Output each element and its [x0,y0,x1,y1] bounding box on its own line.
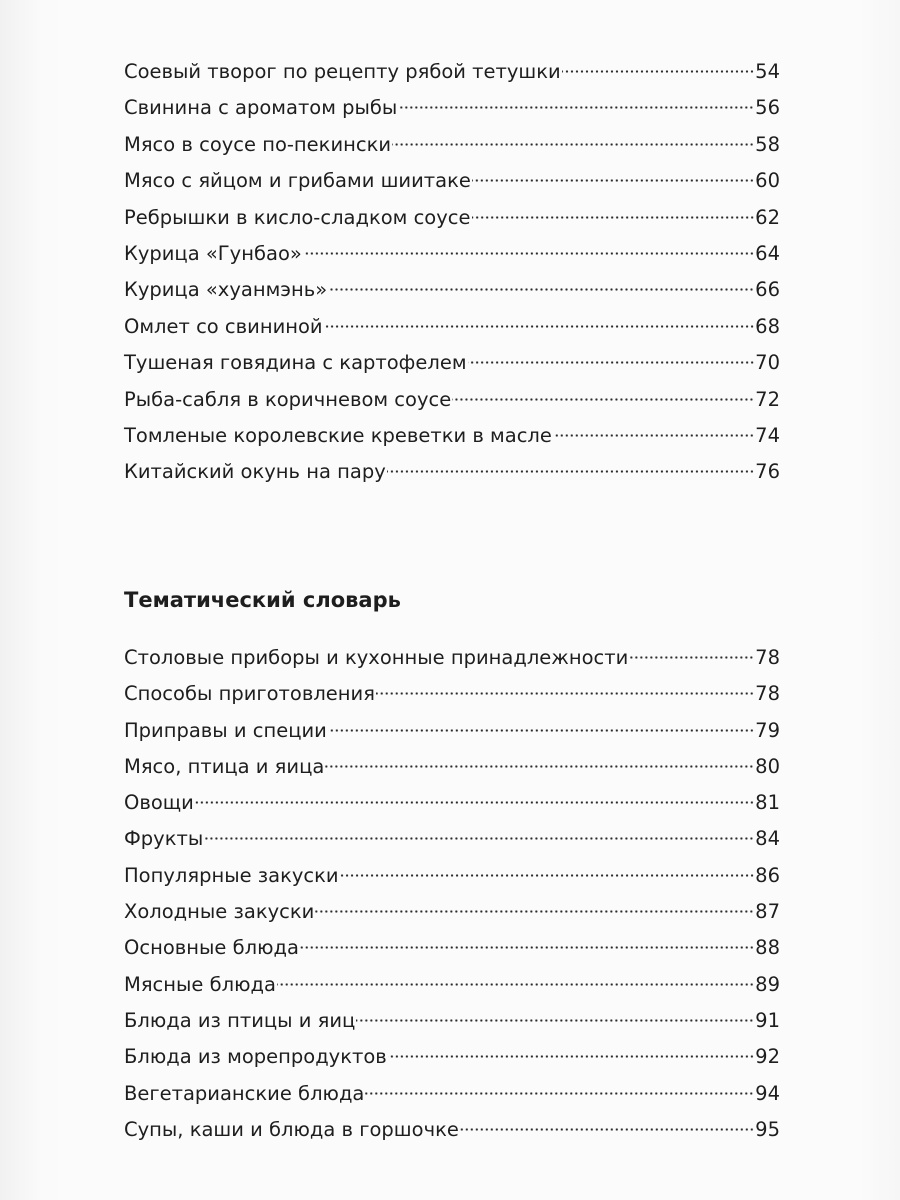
toc-entry [124,1039,780,1075]
dot-leader [356,1019,754,1022]
toc-entry [124,54,780,90]
entry-title: Свинина с ароматом рыбы [124,96,398,120]
entry-page-number: 66 [755,278,780,302]
entry-title: Тушеная говядина с картофелем [124,351,467,375]
entry-page-number: 81 [755,791,780,815]
entry-page-number: 60 [755,169,780,193]
toc-entry [124,345,780,381]
toc-entry [124,1003,780,1039]
toc-entry [124,163,780,199]
toc-entry [124,272,780,308]
toc-entry [124,1112,780,1148]
entry-title: Приправы и специи [124,718,327,742]
toc-entry [124,200,780,236]
toc-entry [124,713,780,749]
dot-leader [629,656,754,659]
dot-leader [328,288,754,291]
entry-title: Фрукты [124,827,204,851]
entry-page-number: 58 [755,132,780,156]
dot-leader [392,143,754,146]
toc-entry [124,749,780,785]
section-heading: Тематический словарь [124,588,401,612]
toc-entry [124,785,780,821]
toc-entry [124,821,780,857]
entry-page-number: 62 [755,205,780,229]
entry-page-number: 54 [755,60,780,83]
toc-entry [124,1076,780,1112]
toc-entry [124,967,780,1003]
dot-leader [324,325,755,328]
dictionary-toc-list [124,640,780,1148]
dot-leader [300,946,754,949]
entry-page-number: 56 [755,96,780,120]
dot-leader [315,910,754,913]
toc-entry [124,90,780,126]
entry-page-number: 76 [755,460,780,484]
entry-title: Омлет со свининой [124,314,323,338]
toc-entry [124,858,780,894]
dot-leader [340,874,755,877]
entry-title: Курица «Гунбао» [124,241,302,265]
entry-title: Китайский окунь на пару [124,460,386,484]
entry-title: Овощи [124,791,194,815]
recipe-toc-list [124,54,780,491]
entry-page-number: 80 [755,754,780,778]
dot-leader [376,692,754,695]
entry-page-number: 70 [755,351,780,375]
entry-title: Рыба-сабля в коричневом соусе [124,387,452,411]
entry-title: Соевый творог по рецепту рябой тетушки [124,60,561,83]
entry-page-number: 72 [755,387,780,411]
dot-leader [365,1092,754,1095]
entry-page-number: 89 [755,972,780,996]
dot-leader [553,434,754,437]
dot-leader [325,765,754,768]
entry-title: Столовые приборы и кухонные принадлежности [124,646,629,669]
entry-title: Супы, каши и блюда в горшочке [124,1117,459,1141]
toc-entry [124,640,780,676]
entry-title: Блюда из морепродуктов [124,1045,387,1069]
entry-title: Курица «хуанмэнь» [124,278,328,302]
toc-entry [124,382,780,418]
entry-page-number: 91 [755,1008,780,1032]
dot-leader [387,470,754,473]
entry-page-number: 92 [755,1045,780,1069]
entry-title: Мясо, птица и яица [124,754,325,778]
toc-entry [124,309,780,345]
dot-leader [195,801,754,804]
entry-title: Мясо в соусе по-пекински [124,132,392,156]
toc-entry [124,454,780,490]
entry-title: Вегетарианские блюда [124,1081,365,1105]
entry-title: Ребрышки в кисло-сладком соусе [124,205,471,229]
entry-page-number: 68 [755,314,780,338]
dot-leader [303,252,754,255]
dot-leader [388,1055,754,1058]
toc-entry [124,676,780,712]
entry-page-number: 79 [755,718,780,742]
toc-entry [124,127,780,163]
entry-title: Основные блюда [124,936,299,960]
entry-page-number: 88 [755,936,780,960]
dot-leader [328,729,754,732]
entry-title: Холодные закуски [124,900,315,924]
entry-page-number: 84 [755,827,780,851]
entry-page-number: 86 [755,863,780,887]
entry-page-number: 94 [755,1081,780,1105]
entry-title: Популярные закуски [124,863,339,887]
dot-leader [472,179,754,182]
dot-leader [277,983,754,986]
dot-leader [452,398,754,401]
entry-page-number: 78 [755,646,780,669]
dot-leader [398,106,754,109]
toc-entry [124,236,780,272]
dot-leader [460,1128,754,1131]
entry-page-number: 87 [755,900,780,924]
dot-leader [204,837,754,840]
entry-title: Томленые королевские креветки в масле [124,423,552,447]
entry-page-number: 78 [755,682,780,706]
dot-leader [468,361,755,364]
dot-leader [472,216,755,219]
entry-title: Способы приготовления [124,682,375,706]
entry-page-number: 74 [755,423,780,447]
dot-leader [562,70,754,73]
entry-title: Мясо с яйцом и грибами шиитаке [124,169,471,193]
entry-title: Мясные блюда [124,972,276,996]
toc-entry [124,894,780,930]
entry-page-number: 95 [755,1117,780,1141]
entry-title: Блюда из птицы и яиц [124,1008,356,1032]
toc-entry [124,930,780,966]
entry-page-number: 64 [755,241,780,265]
toc-entry [124,418,780,454]
